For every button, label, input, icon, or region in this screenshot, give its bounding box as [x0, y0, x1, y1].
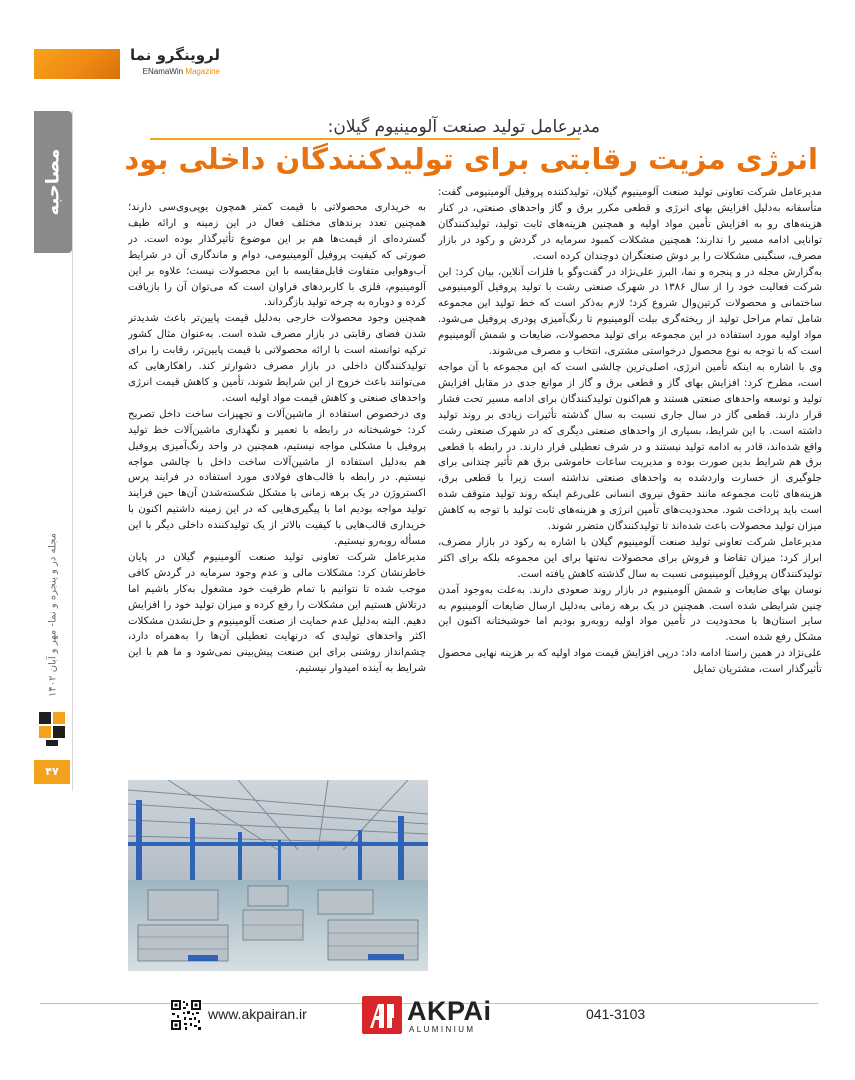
article-kicker: مدیرعامل تولید صنعت آلومینیوم گیلان:	[327, 117, 600, 137]
article-column-right	[438, 185, 822, 960]
paragraph: به خریداری محصولاتی با قیمت کمتر همچون یوپی‌وی‌سی دارند؛ همچنین تعدد برندهای مختلف فعال در این زمینه و ارائه طیف گسترده‌ای از قیمت‌ها هم بر این موضوع تأثیرگذار بوده است. در صورتی که کیفیت پروفیل آلومینیومی، دوام و ماندگاری آن در شرایط آب‌وهوایی متفاوت قابل‌مقایسه با این محصولات نیست؛ علاوه بر این آلومینیوم، فلزی با کاربردهای فراوان است که می‌توان آن را بازیافت کرده و دوباره به چرخه تولید بازگرداند.	[128, 202, 426, 309]
company-subtitle: ALUMINIUM	[409, 1025, 476, 1034]
paragraph: همچنین وجود محصولات خارجی به‌دلیل قیمت پایین‌تر باعث شدید‌تر شدن فضای رقابتی در بازار مصرف شده است. به‌عنوان مثال کشور ترکیه توانسته است با ارائه محصولاتی با قیمت پایین‌تر، رقابت را برای تولیدکنندگان داخلی در بازار مصرف دشوارتر کند. راهکارهایی که می‌توانند باعث خروج از این شرایط شوند، تأمین و کاهش قیمت انرژی واحدهای صنعتی و کاهش قیمت مواد اولیه است.	[128, 313, 426, 404]
margin-rule	[72, 111, 73, 791]
window-pattern-icon	[37, 708, 69, 748]
section-tab	[34, 111, 72, 253]
factory-photo	[128, 780, 428, 971]
masthead-magazine: Magazine	[185, 67, 220, 76]
paragraph: علی‌نژاد در همین راستا ادامه داد: درپی افزایش قیمت مواد اولیه که بر هزینه نهایی محصول تأثیرگذار است، مشتریان تمایل	[438, 648, 822, 676]
magazine-masthead	[34, 46, 220, 84]
masthead-logo-block	[34, 49, 120, 79]
masthead-subtitle	[126, 67, 220, 76]
qr-code-icon	[170, 999, 202, 1031]
company-name: AKPAi	[407, 996, 492, 1026]
kicker-underline	[150, 138, 580, 140]
masthead-brand: ENamaWin	[142, 67, 184, 76]
company-phone: 041-3103	[586, 1006, 646, 1022]
section-tab-label: مصاحبه	[42, 148, 64, 216]
paragraph: نوسان بهای ضایعات و شمش آلومینیوم در بازار روند صعودی دارند. به‌علت به‌وجود آمدن چنین شرایطی شده است. همچنین در یک برهه زمانی به‌دلیل ارسال ضایعات آلومینیوم به سایر استان‌ها با محدودیت در تأمین مواد اولیه روبه‌رو بودیم اما خوشبختانه اکنون این مشکل رفع شده است.	[438, 584, 822, 644]
article-headline: انرژی مزیت رقابتی برای تولیدکنندگان داخلی بود	[124, 142, 818, 176]
article-column-left	[128, 200, 426, 772]
issue-caption-text: مجله در و پنجره و نما- مهر و آبان ۱۴۰۲	[47, 532, 59, 698]
akpai-logo-icon	[362, 996, 402, 1034]
paragraph: وی درخصوص استفاده از ماشین‌آلات و تجهیزات ساخت داخل تصریح کرد: خوشبختانه در رابطه با تعمیر و نگهداری ماشین‌آلات خط تولید پروفیل با مشکلی مواجه نیستیم، همچنین در واحد رنگ‌آمیزی پروفیل هم به‌دلیل استفاده از ماشین‌آلات ساخت داخل با چالشی مواجه نیستیم. در رابطه با قالب‌های فولادی مورد استفاده در فرایند پرس اکستروژن در یک برهه زمانی با مشکل شکسته‌شدن آن‌ها حین فرایند تولید مواجه بودیم اما با پیگیری‌هایی که در این زمینه داشتیم اکنون با خریداری قالب‌هایی با کیفیت بالاتر از یک تولیدکننده داخلی دیگر با این مسأله روبه‌رو نیستیم.	[128, 408, 426, 548]
paragraph: به‌گزارش مجله در و پنجره و نما، البرز علی‌نژاد در گفت‌وگو با فلزات آنلاین، بیان کرد: این شرکت فعالیت خود را از سال ۱۳۸۶ در شهرک صنعتی رشت با تولید پروفیل آلومینیومی ساختمانی و محصولات کرتین‌وال شروع کرد؛ لازم به‌ذکر است که خط تولید این مجموعه شامل تمام مراحل تولید از ریخته‌گری بیلت آلومینیوم تا رنگ‌آمیزی پودری پروفیل می‌شود. مواد اولیه مورد استفاده در این مجموعه برای تولید محصولات، ضایعات و شمش آلومینیوم است که با توجه به نوع محصول درخواستی مشتری، انتخاب و مصرف می‌شوند.	[438, 266, 822, 358]
issue-caption	[40, 530, 66, 700]
paragraph: وی با اشاره به اینکه تأمین انرژی، اصلی‌ترین چالشی است که این مجموعه با آن مواجه است، مطرح کرد: افزایش بهای گاز و قطعی برق و گاز از موانع جدی در مقابل افزایش تولید و توسعه واحدهای صنعتی هستند و هم‌اکنون تولیدکنندگان برای ادامه مسیر تحت فشار قرار دارند. قطعی گاز در سال جاری نسبت به سال گذشته تأثیرات زیادی بر روند تولید داشته است. با این شرایط، بسیاری از واحدهای صنعتی دیگری که در شهرک صنعتی رشت واقع شده‌اند، قادر به ادامه تولید نیستند و در شرف تعطیلی قرار دارند. در رابطه با قطعی برق هم شرایط بدین صورت بوده و مدیریت ساعات خاموشی برق هم تأثیر چندانی برای جلوگیری از خسارت واردشده به واحدهای صنعتی نداشته است زیرا با قطعی برق، هزینه‌های ثابت مجموعه مانند حقوق نیروی انسانی علی‌رغم اینکه روند تولید متوقف شده است باید پرداخت شود. محدودیت‌های تأمین انرژی و هزینه‌های ثابت تولید با توجه به کاهش میزان تولید محصولات باعث شده‌اند تا تولیدکنندگان متضرر شوند.	[438, 361, 822, 533]
page-number: ۴۷	[34, 760, 70, 784]
paragraph: مدیرعامل شرکت تعاونی تولید صنعت آلومینیوم گیلان با اشاره به رکود در بازار مصرف، ابراز کرد: میزان تقاضا و فروش برای محصولات نه‌تنها برای این مجموعه بلکه برای اکثر تولیدکنندگان پروفیل آلومینیومی نسبت به سال گذشته کاهش یافته است.	[438, 536, 822, 580]
company-website: www.akpairan.ir	[208, 1006, 307, 1022]
paragraph: مدیرعامل شرکت تعاونی تولید صنعت آلومینیوم گیلان، تولیدکننده پروفیل آلومینیومی گفت: متأسفانه به‌دلیل افزایش بهای انرژی و قطعی مکرر برق و گاز واحدهای صنعتی، در کنار هزینه‌های رو به افزایش تأمین مواد اولیه و همچنین هزینه‌های ثابت تولید، تولیدکنندگان توانایی ادامه مسیر را ندارند؛ همچنین مشکلات کمبود سرمایه در گردش و رکود در بازار مصرف، سنگینی مشکلات را بر دوش صنعتگران دوچندان کرده است.	[438, 187, 822, 262]
paragraph: مدیرعامل شرکت تعاونی تولید صنعت آلومینیوم گیلان در پایان خاطرنشان کرد: مشکلات مالی و عدم وجود سرمایه در گردش کافی موجب شده تا نتوانیم با تمام ظرفیت خود مشغول به‌کار باشیم اما درتلاش هستیم این مشکلات را رفع کرده و میزان تولید خود را افزایش دهیم. البته به‌دلیل عدم حمایت از صنعت آلومینیوم و حل‌نشدن مشکلات اکثر واحدهای تولیدی که درنهایت تعطیلی آن‌ها را به‌همراه دارد، چشم‌انداز روشنی برای این صنعت پیش‌بینی نمی‌شود و ما هم با این شرایط به آینده امیدوار نیستیم.	[128, 551, 426, 675]
masthead-title: لروینگرو نما	[130, 46, 220, 64]
